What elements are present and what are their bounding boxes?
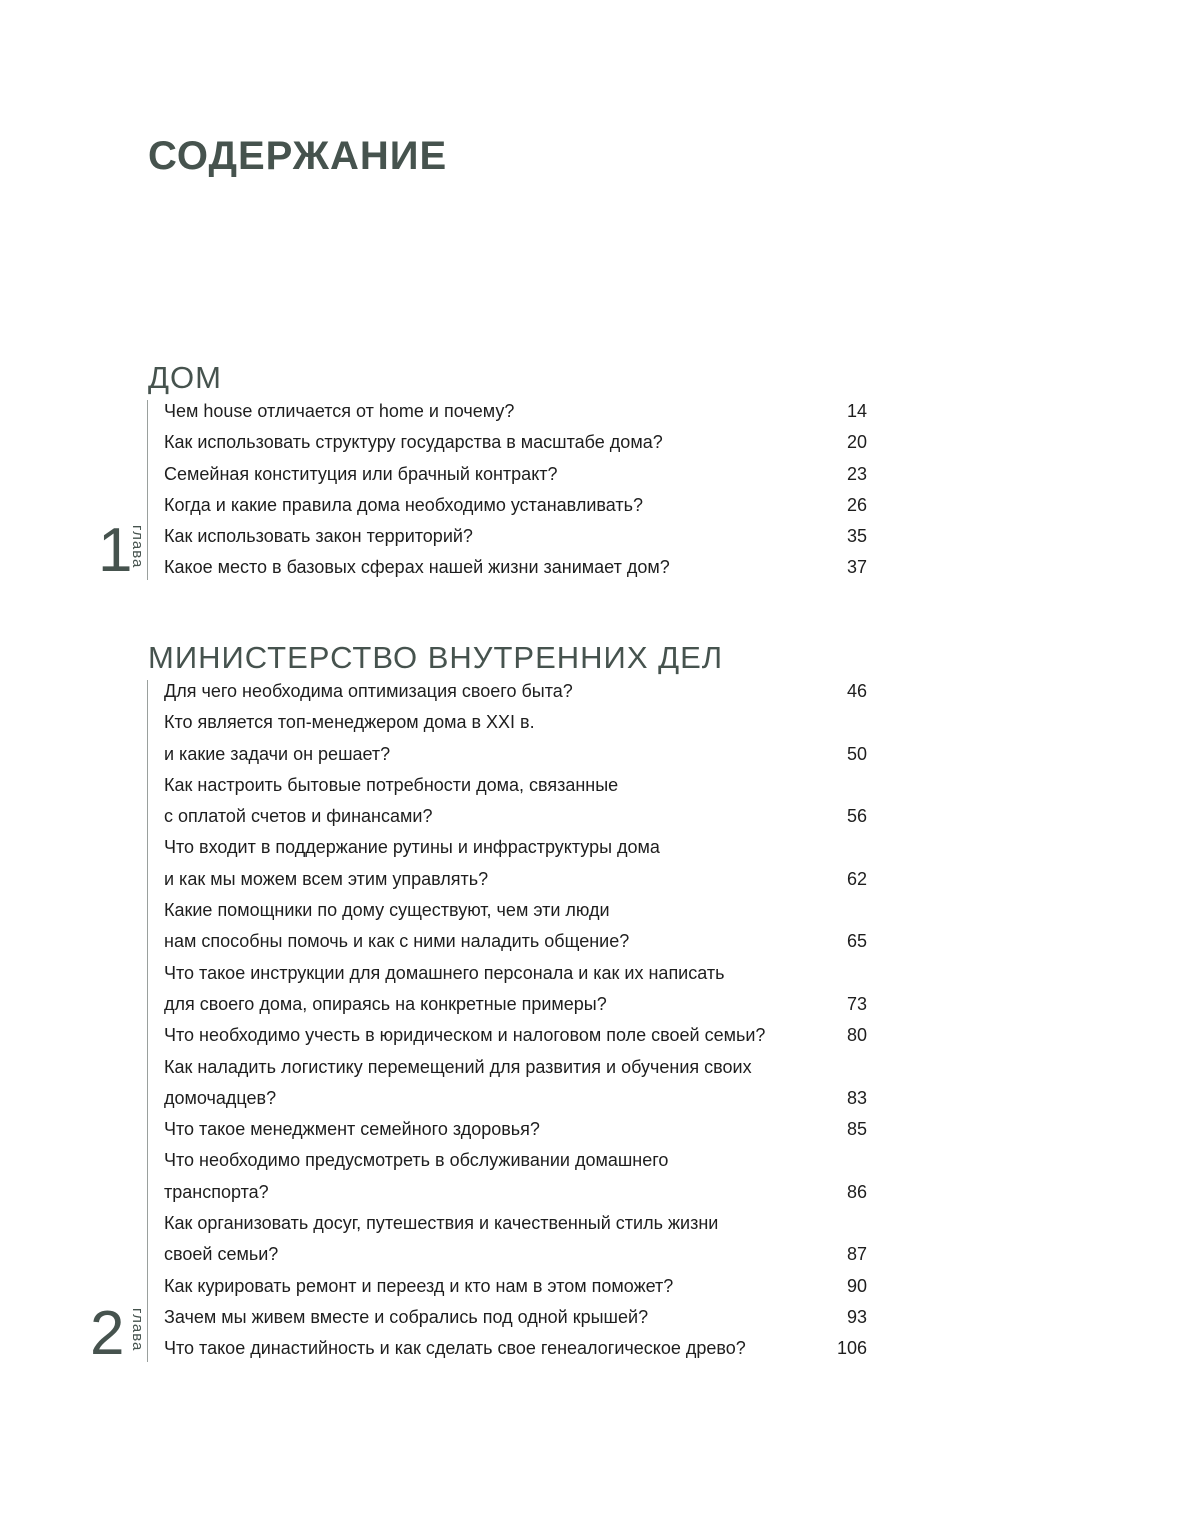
toc-entry[interactable] (164, 707, 867, 770)
toc-entry[interactable] (164, 1114, 867, 1145)
toc-entry-line: транспорта? (164, 1181, 269, 1202)
toc-entry-title (164, 1114, 807, 1145)
toc-entry-line: Как курировать ремонт и переезд и кто нам в этом поможет? (164, 1275, 674, 1296)
toc-entry-line: для своего дома, опираясь на конкретные примеры? (164, 993, 607, 1014)
toc-page-number: 83 (846, 1087, 867, 1108)
chapter-label: глава (129, 1308, 146, 1352)
toc-entry-line: Семейная конституция или брачный контракт? (164, 463, 558, 484)
toc-entry-title (164, 832, 807, 895)
toc-entry[interactable] (164, 832, 867, 895)
toc-entry[interactable] (164, 490, 867, 521)
toc-entry-line: Как наладить логистику перемещений для развития и обучения своих (164, 1056, 752, 1077)
toc-entry-line: Как использовать закон территорий? (164, 526, 473, 547)
chapter-label: глава (129, 525, 146, 569)
toc-entry-title (164, 552, 807, 583)
toc-page-number: 35 (846, 526, 867, 547)
toc-entry-line: своей семьи? (164, 1244, 279, 1265)
toc-entry-title (164, 1208, 807, 1271)
toc-entry[interactable] (164, 1208, 867, 1271)
toc-entry-line: Какие помощники по дому существуют, чем эти люди (164, 900, 610, 921)
toc-page-number: 86 (846, 1181, 867, 1202)
chapter-title: ДОМ (148, 360, 222, 395)
chapter-number: 2 (90, 1299, 125, 1368)
toc-entry[interactable] (164, 1145, 867, 1208)
toc-entry-title (164, 895, 807, 958)
toc-entry[interactable] (164, 676, 867, 707)
toc-page-number: 80 (846, 1025, 867, 1046)
toc-list (164, 676, 867, 1365)
toc-entry-line: Как настроить бытовые потребности дома, связанные (164, 774, 619, 795)
toc-entry-title (164, 459, 807, 490)
toc-entry[interactable] (164, 1333, 867, 1364)
toc-entry-line: Как использовать структуру государства в масштабе дома? (164, 432, 663, 453)
toc-entry-line: Когда и какие правила дома необходимо устанавливать? (164, 494, 643, 515)
toc-entry-line: Что такое династийность и как сделать свое генеалогическое древо? (164, 1338, 746, 1359)
toc-entry[interactable] (164, 396, 867, 427)
toc-entry-line: Что необходимо предусмотреть в обслуживании домашнего (164, 1150, 669, 1171)
toc-page-number: 46 (846, 681, 867, 701)
toc-page-number: 93 (846, 1306, 867, 1327)
chapter-divider-line (147, 680, 148, 1362)
toc-page-number: 56 (846, 806, 867, 827)
toc-page-number: 62 (846, 868, 867, 889)
toc-entry-title (164, 1052, 807, 1115)
toc-entry[interactable] (164, 552, 867, 583)
toc-entry-line: Кто является топ-менеджером дома в XXI в. (164, 712, 535, 733)
toc-entry-line: домочадцев? (164, 1087, 277, 1108)
toc-entry-title (164, 1020, 807, 1051)
toc-page-number: 106 (836, 1338, 867, 1359)
toc-entry[interactable] (164, 895, 867, 958)
toc-page-number: 37 (846, 557, 867, 578)
toc-page-number: 85 (846, 1119, 867, 1140)
toc-page-number: 65 (846, 931, 867, 952)
toc-entry-title (164, 1145, 807, 1208)
toc-page-number: 87 (846, 1244, 867, 1265)
toc-entry-title (164, 521, 807, 552)
toc-entry-title (164, 427, 807, 458)
toc-page-number: 26 (846, 494, 867, 515)
toc-page-number: 20 (846, 432, 867, 453)
toc-entry-title (164, 1333, 807, 1364)
toc-entry-title (164, 676, 807, 707)
toc-entry-line: Что входит в поддержание рутины и инфраструктуры дома (164, 837, 660, 858)
page-title: СОДЕРЖАНИЕ (148, 134, 448, 178)
toc-entry[interactable] (164, 459, 867, 490)
toc-page-number: 14 (846, 401, 867, 421)
toc-entry[interactable] (164, 1302, 867, 1333)
toc-entry-line: Что необходимо учесть в юридическом и налоговом поле своей семьи? (164, 1025, 766, 1046)
chapter-divider-line (147, 400, 148, 580)
toc-entry-line: нам способны помочь и как с ними наладить общение? (164, 931, 630, 952)
toc-entry-line: Какое место в базовых сферах нашей жизни занимает дом? (164, 557, 670, 578)
toc-page-number: 73 (846, 993, 867, 1014)
toc-entry[interactable] (164, 1052, 867, 1115)
chapter-number: 1 (98, 516, 133, 585)
toc-entry-line: Что такое менеджмент семейного здоровья? (164, 1119, 540, 1140)
toc-entry-title (164, 958, 807, 1021)
toc-page-number: 90 (846, 1275, 867, 1296)
toc-entry-title (164, 490, 807, 521)
toc-entry-line: Что такое инструкции для домашнего персонала и как их написать (164, 962, 725, 983)
toc-entry[interactable] (164, 1271, 867, 1302)
toc-entry[interactable] (164, 427, 867, 458)
toc-entry[interactable] (164, 521, 867, 552)
toc-entry-line: и какие задачи он решает? (164, 743, 391, 764)
toc-entry[interactable] (164, 1020, 867, 1051)
toc-entry-line: и как мы можем всем этим управлять? (164, 868, 489, 889)
toc-entry-title (164, 1271, 807, 1302)
toc-entry-title (164, 770, 807, 833)
toc-entry-line: Зачем мы живем вместе и собрались под одной крышей? (164, 1306, 649, 1327)
toc-page-number: 23 (846, 463, 867, 484)
toc-entry-line: Для чего необходима оптимизация своего быта? (164, 681, 573, 701)
toc-entry-title (164, 396, 807, 427)
toc-page-number: 50 (846, 743, 867, 764)
toc-list (164, 396, 867, 584)
toc-entry-title (164, 707, 807, 770)
toc-entry[interactable] (164, 770, 867, 833)
toc-entry-line: Как организовать досуг, путешествия и качественный стиль жизни (164, 1213, 719, 1234)
chapter-title: МИНИСТЕРСТВО ВНУТРЕННИХ ДЕЛ (148, 640, 724, 675)
toc-entry-title (164, 1302, 807, 1333)
toc-entry[interactable] (164, 958, 867, 1021)
toc-entry-line: Чем house отличается от home и почему? (164, 401, 515, 421)
toc-entry-line: с оплатой счетов и финансами? (164, 806, 433, 827)
